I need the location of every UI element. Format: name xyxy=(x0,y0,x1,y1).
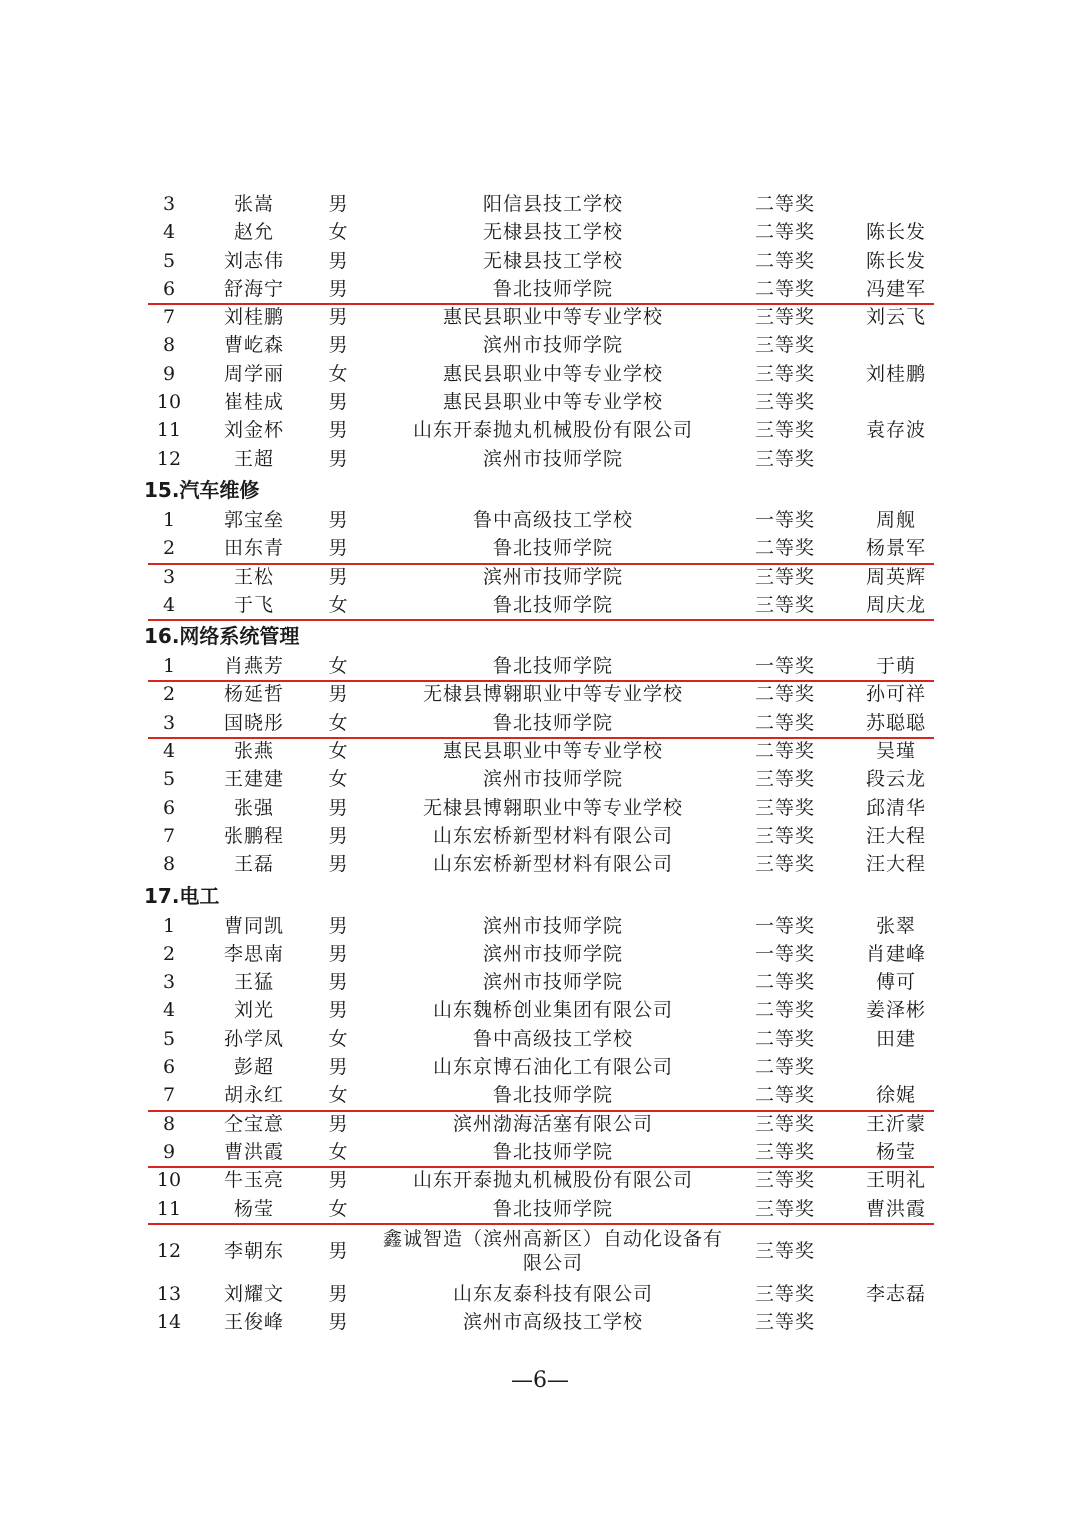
award-level: 三等奖 xyxy=(754,824,815,847)
award-level: 二等奖 xyxy=(754,1084,815,1107)
gender: 女 xyxy=(328,740,348,763)
award-level: 三等奖 xyxy=(754,853,815,876)
section-heading xyxy=(0,619,1080,652)
coach-name: 刘云飞 xyxy=(865,306,926,329)
gender: 男 xyxy=(328,419,348,442)
coach-name: 周庆龙 xyxy=(865,593,926,616)
contestant-name: 曹屹森 xyxy=(223,334,284,357)
row-number: 10 xyxy=(156,1169,182,1192)
coach-name: 孙可祥 xyxy=(865,683,926,706)
coach-name: 袁存波 xyxy=(865,419,926,442)
gender: 男 xyxy=(328,942,348,965)
contestant-name: 张鹏程 xyxy=(223,824,284,847)
table-row xyxy=(0,1110,1080,1138)
organization: 鑫诚智造（滨州高新区）自动化设备有限公司 xyxy=(382,1227,723,1274)
award-level: 三等奖 xyxy=(754,306,815,329)
table-row xyxy=(0,190,1080,218)
row-number: 12 xyxy=(156,447,182,470)
award-level: 二等奖 xyxy=(754,740,815,763)
contestant-name: 王猛 xyxy=(233,971,274,994)
gender: 男 xyxy=(328,537,348,560)
coach-name: 段云龙 xyxy=(865,768,926,791)
table-row xyxy=(0,506,1080,534)
row-number: 8 xyxy=(162,853,176,876)
contestant-name: 王磊 xyxy=(233,853,274,876)
row-number: 1 xyxy=(162,655,176,678)
row-number: 4 xyxy=(162,999,176,1022)
table-row xyxy=(0,1053,1080,1081)
gender: 男 xyxy=(328,1311,348,1334)
organization: 阳信县技工学校 xyxy=(482,193,623,215)
organization: 山东开泰抛丸机械股份有限公司 xyxy=(412,419,693,442)
coach-name: 傅可 xyxy=(875,971,916,994)
gender: 男 xyxy=(328,508,348,531)
contestant-name: 曹洪霞 xyxy=(223,1140,284,1163)
coach-name: 周舰 xyxy=(875,508,916,531)
award-level: 三等奖 xyxy=(754,1239,815,1262)
table-row xyxy=(0,709,1080,737)
award-level: 三等奖 xyxy=(754,1112,815,1135)
row-number: 6 xyxy=(162,796,176,819)
table-row xyxy=(0,1138,1080,1166)
award-level: 二等奖 xyxy=(754,249,815,272)
row-number: 3 xyxy=(162,193,176,215)
gender: 男 xyxy=(328,999,348,1022)
table-row xyxy=(0,591,1080,619)
contestant-name: 王俊峰 xyxy=(223,1311,284,1334)
table-row xyxy=(0,765,1080,793)
award-level: 三等奖 xyxy=(754,1311,815,1334)
gender: 男 xyxy=(328,1169,348,1192)
row-number: 8 xyxy=(162,1112,176,1135)
row-number: 13 xyxy=(156,1282,182,1305)
organization: 鲁中高级技工学校 xyxy=(472,508,633,531)
coach-name: 陈长发 xyxy=(865,221,926,244)
table-row xyxy=(0,912,1080,940)
contestant-name: 周学丽 xyxy=(223,362,284,385)
gender: 男 xyxy=(328,249,348,272)
coach-name: 肖建峰 xyxy=(865,942,926,965)
contestant-name: 郭宝垒 xyxy=(223,508,284,531)
table-row xyxy=(0,652,1080,680)
coach-name: 张翠 xyxy=(875,914,916,937)
table-row xyxy=(0,794,1080,822)
award-level: 一等奖 xyxy=(754,655,815,678)
row-number: 12 xyxy=(156,1239,182,1262)
gender: 男 xyxy=(328,796,348,819)
table-row xyxy=(0,680,1080,708)
gender: 女 xyxy=(328,1197,348,1220)
table-row xyxy=(0,1223,1080,1280)
contestant-name: 刘桂鹏 xyxy=(223,306,284,329)
coach-name: 王明礼 xyxy=(865,1169,926,1192)
organization: 滨州市技师学院 xyxy=(482,565,623,588)
organization: 鲁北技师学院 xyxy=(492,593,613,616)
contestant-name: 舒海宁 xyxy=(223,277,284,300)
award-level: 二等奖 xyxy=(754,1056,815,1079)
gender: 男 xyxy=(328,1282,348,1305)
coach-name: 吴瑾 xyxy=(875,740,916,763)
gender: 男 xyxy=(328,277,348,300)
contestant-name: 赵允 xyxy=(233,221,274,244)
gender: 女 xyxy=(328,655,348,678)
row-number: 5 xyxy=(162,768,176,791)
contestant-name: 李思南 xyxy=(223,942,284,965)
coach-name: 徐娓 xyxy=(875,1084,916,1107)
gender: 男 xyxy=(328,565,348,588)
award-level: 一等奖 xyxy=(754,508,815,531)
gender: 男 xyxy=(328,853,348,876)
organization: 鲁中高级技工学校 xyxy=(472,1027,633,1050)
gender: 女 xyxy=(328,1140,348,1163)
gender: 女 xyxy=(328,1084,348,1107)
organization: 滨州市技师学院 xyxy=(482,334,623,357)
organization: 滨州市技师学院 xyxy=(482,971,623,994)
contestant-name: 国晓彤 xyxy=(223,711,284,734)
table-row xyxy=(0,1025,1080,1053)
contestant-name: 崔桂成 xyxy=(223,391,284,414)
award-level: 三等奖 xyxy=(754,419,815,442)
table-row xyxy=(0,1081,1080,1109)
gender: 男 xyxy=(328,334,348,357)
row-number: 4 xyxy=(162,740,176,763)
organization: 惠民县职业中等专业学校 xyxy=(442,391,663,414)
award-level: 二等奖 xyxy=(754,683,815,706)
coach-name: 杨莹 xyxy=(875,1140,916,1163)
award-level: 二等奖 xyxy=(754,711,815,734)
award-level: 三等奖 xyxy=(754,796,815,819)
row-number: 2 xyxy=(162,537,176,560)
table-row xyxy=(0,940,1080,968)
coach-name: 杨景军 xyxy=(865,537,926,560)
gender: 女 xyxy=(328,593,348,616)
table-row xyxy=(0,416,1080,444)
award-level: 三等奖 xyxy=(754,334,815,357)
gender: 男 xyxy=(328,391,348,414)
row-number: 2 xyxy=(162,942,176,965)
section-heading xyxy=(0,879,1080,912)
contestant-name: 孙学凤 xyxy=(223,1027,284,1050)
section-title: 17.电工 xyxy=(144,883,220,908)
award-level: 二等奖 xyxy=(754,193,815,215)
organization: 鲁北技师学院 xyxy=(492,1197,613,1220)
coach-name: 刘桂鹏 xyxy=(865,362,926,385)
coach-name: 曹洪霞 xyxy=(865,1197,926,1220)
award-level: 二等奖 xyxy=(754,537,815,560)
organization: 惠民县职业中等专业学校 xyxy=(442,306,663,329)
organization: 鲁北技师学院 xyxy=(492,537,613,560)
organization: 无棣县博翱职业中等专业学校 xyxy=(422,796,683,819)
row-number: 7 xyxy=(162,306,176,329)
row-number: 5 xyxy=(162,1027,176,1050)
section-heading xyxy=(0,473,1080,506)
row-number: 6 xyxy=(162,277,176,300)
contestant-name: 于飞 xyxy=(233,593,274,616)
organization: 山东宏桥新型材料有限公司 xyxy=(432,824,673,847)
coach-name: 周英辉 xyxy=(865,565,926,588)
contestant-name: 王松 xyxy=(233,565,274,588)
organization: 惠民县职业中等专业学校 xyxy=(442,362,663,385)
organization: 山东宏桥新型材料有限公司 xyxy=(432,853,673,876)
gender: 男 xyxy=(328,1239,348,1262)
row-number: 11 xyxy=(156,1197,182,1220)
award-level: 二等奖 xyxy=(754,277,815,300)
contestant-name: 彭超 xyxy=(233,1056,274,1079)
organization: 鲁北技师学院 xyxy=(492,1140,613,1163)
coach-name: 姜泽彬 xyxy=(865,999,926,1022)
coach-name: 邱清华 xyxy=(865,796,926,819)
gender: 男 xyxy=(328,306,348,329)
coach-name: 陈长发 xyxy=(865,249,926,272)
table-row xyxy=(0,1280,1080,1308)
table-row xyxy=(0,303,1080,331)
award-level: 二等奖 xyxy=(754,1027,815,1050)
contestant-name: 张嵩 xyxy=(233,193,274,215)
contestant-name: 杨莹 xyxy=(233,1197,274,1220)
organization: 滨州市技师学院 xyxy=(482,942,623,965)
row-number: 7 xyxy=(162,824,176,847)
gender: 女 xyxy=(328,711,348,734)
contestant-name: 张强 xyxy=(233,796,274,819)
award-level: 三等奖 xyxy=(754,1282,815,1305)
gender: 男 xyxy=(328,824,348,847)
coach-name: 冯建军 xyxy=(865,277,926,300)
coach-name: 汪大程 xyxy=(865,824,926,847)
organization: 惠民县职业中等专业学校 xyxy=(442,740,663,763)
organization: 滨州市技师学院 xyxy=(482,447,623,470)
organization: 无棣县技工学校 xyxy=(482,249,623,272)
contestant-name: 胡永红 xyxy=(223,1084,284,1107)
row-number: 10 xyxy=(156,391,182,414)
row-number: 9 xyxy=(162,362,176,385)
row-number: 4 xyxy=(162,221,176,244)
award-level: 三等奖 xyxy=(754,593,815,616)
contestant-name: 刘光 xyxy=(233,999,274,1022)
row-number: 5 xyxy=(162,249,176,272)
table-row xyxy=(0,445,1080,473)
gender: 男 xyxy=(328,447,348,470)
row-number: 2 xyxy=(162,683,176,706)
organization: 滨州渤海活塞有限公司 xyxy=(452,1112,653,1135)
table-row xyxy=(0,275,1080,303)
coach-name: 田建 xyxy=(875,1027,916,1050)
coach-name: 于萌 xyxy=(875,655,916,678)
gender: 女 xyxy=(328,768,348,791)
coach-name: 王沂蒙 xyxy=(865,1112,926,1135)
award-level: 三等奖 xyxy=(754,362,815,385)
row-number: 7 xyxy=(162,1084,176,1107)
row-number: 14 xyxy=(156,1311,182,1334)
table-row xyxy=(0,388,1080,416)
gender: 男 xyxy=(328,971,348,994)
table-row xyxy=(0,1166,1080,1194)
row-number: 11 xyxy=(156,419,182,442)
table-row xyxy=(0,968,1080,996)
organization: 滨州市技师学院 xyxy=(482,914,623,937)
gender: 女 xyxy=(328,362,348,385)
award-level: 一等奖 xyxy=(754,942,815,965)
contestant-name: 王建建 xyxy=(223,768,284,791)
award-level: 三等奖 xyxy=(754,1169,815,1192)
award-level: 三等奖 xyxy=(754,1197,815,1220)
row-number: 3 xyxy=(162,711,176,734)
contestant-name: 曹同凯 xyxy=(223,914,284,937)
organization: 鲁北技师学院 xyxy=(492,655,613,678)
gender: 女 xyxy=(328,1027,348,1050)
table-row xyxy=(0,534,1080,562)
coach-name: 汪大程 xyxy=(865,853,926,876)
gender: 男 xyxy=(328,914,348,937)
table-row xyxy=(0,822,1080,850)
organization: 滨州市技师学院 xyxy=(482,768,623,791)
row-number: 4 xyxy=(162,593,176,616)
award-level: 三等奖 xyxy=(754,565,815,588)
coach-name: 李志磊 xyxy=(865,1282,926,1305)
organization: 无棣县博翱职业中等专业学校 xyxy=(422,683,683,706)
contestant-name: 杨延哲 xyxy=(223,683,284,706)
award-list-document xyxy=(0,190,1080,1336)
section-title: 16.网络系统管理 xyxy=(144,624,300,649)
organization: 鲁北技师学院 xyxy=(492,1084,613,1107)
organization: 山东京博石油化工有限公司 xyxy=(432,1056,673,1079)
award-level: 三等奖 xyxy=(754,447,815,470)
gender: 男 xyxy=(328,683,348,706)
table-row xyxy=(0,850,1080,878)
table-row xyxy=(0,996,1080,1024)
gender: 男 xyxy=(328,193,348,215)
table-row xyxy=(0,218,1080,246)
table-row xyxy=(0,737,1080,765)
row-number: 3 xyxy=(162,565,176,588)
award-level: 二等奖 xyxy=(754,971,815,994)
organization: 山东开泰抛丸机械股份有限公司 xyxy=(412,1169,693,1192)
award-level: 三等奖 xyxy=(754,768,815,791)
organization: 山东友泰科技有限公司 xyxy=(452,1282,653,1305)
contestant-name: 王超 xyxy=(233,447,274,470)
table-row xyxy=(0,247,1080,275)
row-number: 9 xyxy=(162,1140,176,1163)
contestant-name: 仝宝意 xyxy=(223,1112,284,1135)
organization: 鲁北技师学院 xyxy=(492,711,613,734)
table-row xyxy=(0,360,1080,388)
contestant-name: 刘志伟 xyxy=(223,249,284,272)
organization: 滨州市高级技工学校 xyxy=(462,1311,643,1334)
coach-name: 苏聪聪 xyxy=(865,711,926,734)
row-number: 8 xyxy=(162,334,176,357)
gender: 女 xyxy=(328,221,348,244)
organization: 山东魏桥创业集团有限公司 xyxy=(432,999,673,1022)
table-row xyxy=(0,563,1080,591)
table-row xyxy=(0,331,1080,359)
contestant-name: 李朝东 xyxy=(223,1239,284,1262)
organization: 鲁北技师学院 xyxy=(492,277,613,300)
gender: 男 xyxy=(328,1112,348,1135)
page-number: —6— xyxy=(511,1368,569,1393)
contestant-name: 肖燕芳 xyxy=(223,655,284,678)
contestant-name: 刘耀文 xyxy=(223,1282,284,1305)
award-level: 一等奖 xyxy=(754,914,815,937)
contestant-name: 刘金杯 xyxy=(223,419,284,442)
organization: 无棣县技工学校 xyxy=(482,221,623,244)
row-number: 3 xyxy=(162,971,176,994)
gender: 男 xyxy=(328,1056,348,1079)
table-row xyxy=(0,1308,1080,1336)
award-level: 三等奖 xyxy=(754,391,815,414)
contestant-name: 田东青 xyxy=(223,537,284,560)
award-level: 二等奖 xyxy=(754,999,815,1022)
table-row xyxy=(0,1195,1080,1223)
row-number: 1 xyxy=(162,508,176,531)
row-number: 6 xyxy=(162,1056,176,1079)
award-level: 三等奖 xyxy=(754,1140,815,1163)
section-title: 15.汽车维修 xyxy=(144,477,260,502)
contestant-name: 张燕 xyxy=(233,740,274,763)
award-level: 二等奖 xyxy=(754,221,815,244)
row-number: 1 xyxy=(162,914,176,937)
contestant-name: 牛玉亮 xyxy=(223,1169,284,1192)
